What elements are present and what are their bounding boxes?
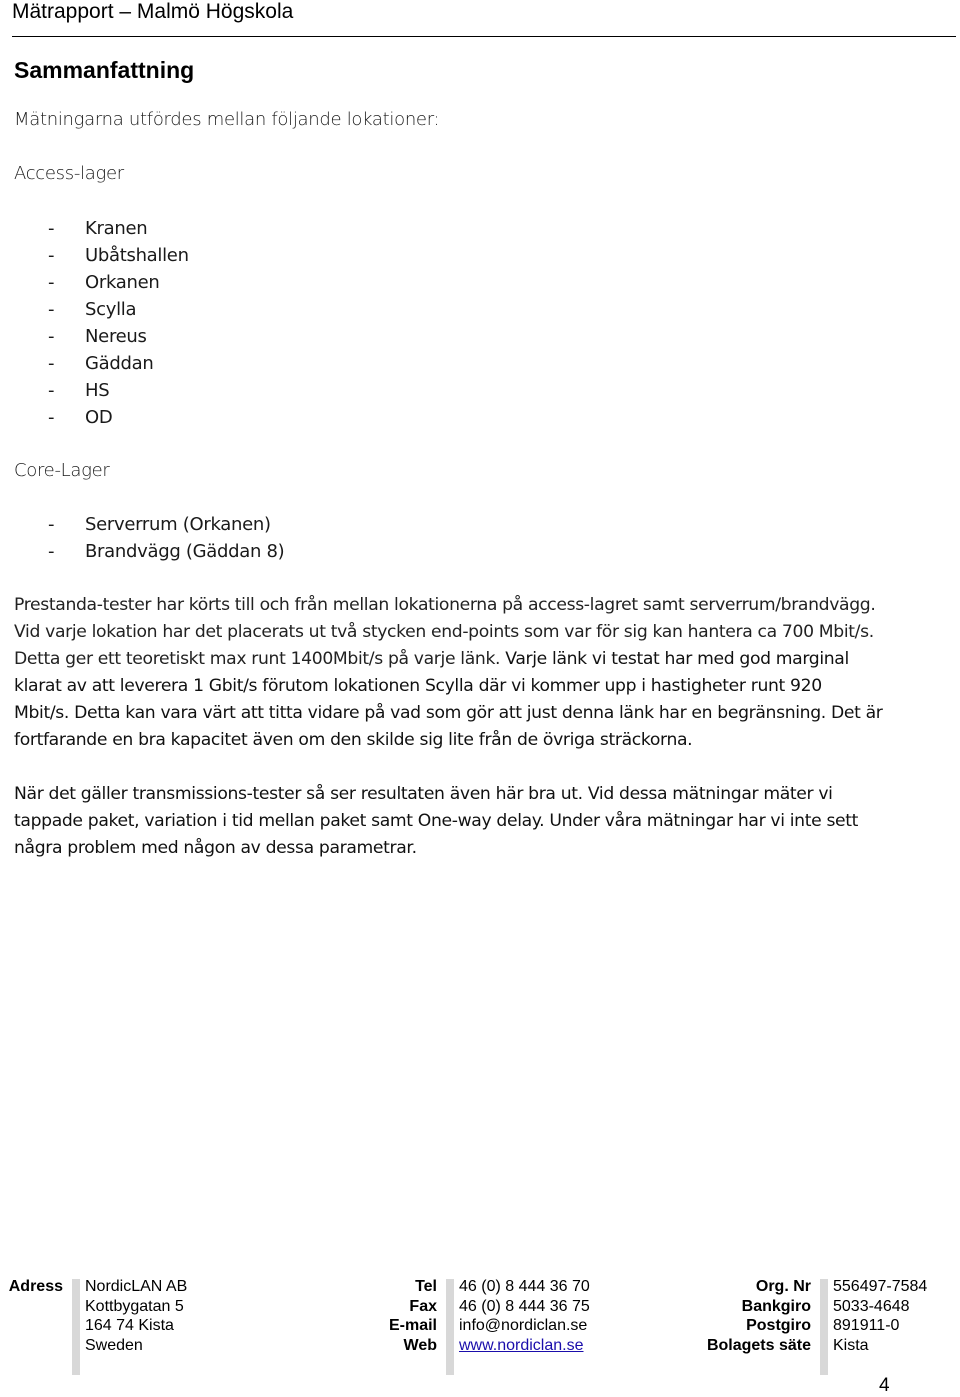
paragraph-line: När det gäller transmissions-tester så ser resultaten även här bra ut. Vid dessa mätningar mäter vi bbox=[14, 784, 833, 804]
list-item: - Orkanen bbox=[48, 272, 160, 293]
header-divider bbox=[12, 36, 956, 37]
list-item: - Scylla bbox=[48, 299, 137, 320]
footer bbox=[0, 1277, 960, 1377]
footer-contact-labels: Tel Fax E-mail Web bbox=[388, 1278, 437, 1354]
list-item: - Brandvägg (Gäddan 8) bbox=[48, 541, 285, 562]
summary-paragraph-1 bbox=[14, 592, 954, 754]
footer-separator bbox=[820, 1279, 828, 1375]
page-number: 4 bbox=[879, 1375, 890, 1396]
core-layer-label: Core-Lager bbox=[14, 460, 110, 481]
footer-company-values: 556497-7584 5033-4648 891911-0 Kista bbox=[833, 1278, 928, 1354]
paragraph-line: klarat av att leverera 1 Gbit/s förutom lokationen Scylla där vi kommer upp i hastigheter runt 920 bbox=[14, 676, 822, 696]
footer-company-labels: Org. Nr Bankgiro Postgiro Bolagets säte bbox=[706, 1278, 811, 1354]
paragraph-line: några problem med någon av dessa parametrar. bbox=[14, 838, 417, 858]
header-title: Mätrapport – Malmö Högskola bbox=[12, 0, 294, 23]
intro-text: Mätningarna utfördes mellan följande lokationer: bbox=[14, 109, 440, 130]
core-layer-list bbox=[48, 511, 284, 565]
list-item: - Kranen bbox=[48, 218, 148, 239]
summary-paragraph-2 bbox=[14, 781, 954, 862]
website-link[interactable]: www.nordiclan.se bbox=[459, 1336, 584, 1354]
footer-separator bbox=[72, 1279, 80, 1375]
list-item: - HS bbox=[48, 380, 110, 401]
paragraph-line: fortfarande en bra kapacitet även om den skilde sig lite från de övriga sträckorna. bbox=[14, 730, 693, 750]
list-item: - Gäddan bbox=[48, 353, 154, 374]
footer-address: NordicLAN AB Kottbygatan 5 164 74 Kista Sweden bbox=[85, 1278, 188, 1354]
list-item: - OD bbox=[48, 407, 113, 428]
list-item: - Nereus bbox=[48, 326, 147, 347]
section-heading: Sammanfattning bbox=[14, 57, 195, 83]
access-layer-list bbox=[48, 215, 189, 431]
paragraph-line: Detta ger ett teoretiskt max runt 1400Mbit/s på varje länk. Varje länk vi testat har med god marginal bbox=[14, 649, 849, 669]
paragraph-line: Vid varje lokation har det placerats ut två stycken end-points som var för sig kan hantera ca 700 Mbit/s. bbox=[14, 622, 874, 642]
footer-separator bbox=[446, 1279, 454, 1375]
list-item: - Serverrum (Orkanen) bbox=[48, 514, 271, 535]
list-item: - Ubåtshallen bbox=[48, 245, 189, 266]
paragraph-line: Prestanda-tester har körts till och från mellan lokationerna på access-lagret samt serverrum/brandvägg. bbox=[14, 595, 876, 615]
footer-address-label: Adress bbox=[8, 1278, 63, 1295]
paragraph-line: Mbit/s. Detta kan vara värt att titta vidare på vad som gör att just denna länk har en begränsning. Det är bbox=[14, 703, 883, 723]
paragraph-line: tappade paket, variation i tid mellan paket samt One-way delay. Under våra mätningar har vi inte sett bbox=[14, 811, 859, 831]
footer-contact-values: 46 (0) 8 444 36 70 46 (0) 8 444 36 75 info@nordiclan.se www.nordiclan.se bbox=[459, 1278, 590, 1354]
access-layer-label: Access-lager bbox=[14, 163, 124, 184]
